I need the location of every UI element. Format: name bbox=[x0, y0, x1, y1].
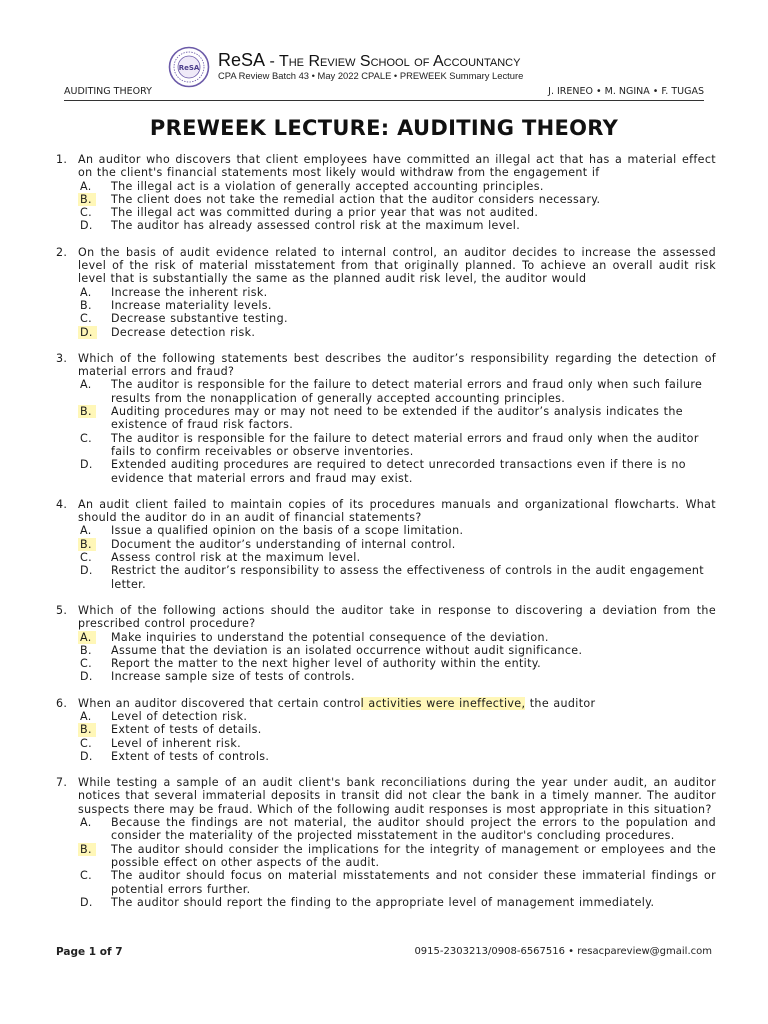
question-number: 1. bbox=[56, 153, 68, 166]
subject-label: AUDITING THEORY bbox=[64, 86, 152, 97]
question-text-end: the auditor bbox=[525, 696, 596, 710]
org-full-name: - The Review School of Accountancy bbox=[265, 53, 521, 70]
question-text: An auditor who discovers that client employees have committed an illegal act that has a material effect on the client's financial statements most likely would withdraw from the engagement if bbox=[78, 153, 716, 180]
option-text: Extent of tests of controls. bbox=[111, 749, 270, 763]
question-4 bbox=[56, 498, 716, 591]
option-text: Level of inherent risk. bbox=[111, 736, 241, 750]
question-text: Which of the following actions should the auditor take in response to discovering a deviation from the prescribed control procedure? bbox=[78, 603, 716, 631]
option-a bbox=[78, 524, 716, 537]
option-text: Make inquiries to understand the potential consequence of the deviation. bbox=[111, 630, 549, 644]
question-number: 4. bbox=[56, 497, 68, 511]
header-divider bbox=[64, 100, 704, 101]
option-letter: D. bbox=[80, 458, 93, 472]
answer-options bbox=[78, 710, 716, 763]
question-text: On the basis of audit evidence related to internal control, an auditor decides to increase the assessed level of the risk of material misstatement from that originally planned. To achieve an overall audit risk level that is substantially the same as the planned audit risk level, the auditor would bbox=[78, 245, 716, 286]
option-c bbox=[78, 206, 716, 219]
option-text: Issue a qualified opinion on the basis of a scope limitation. bbox=[111, 524, 464, 538]
option-c bbox=[78, 312, 716, 325]
option-a bbox=[78, 631, 716, 644]
option-text: The auditor should report the finding to the appropriate level of management immediately. bbox=[111, 895, 655, 909]
option-b bbox=[78, 193, 716, 206]
option-letter: C. bbox=[80, 206, 92, 220]
answer-options bbox=[78, 378, 716, 484]
option-a bbox=[78, 710, 716, 723]
option-letter-highlighted: B. bbox=[78, 843, 96, 856]
option-letter: A. bbox=[80, 179, 92, 193]
option-text: The illegal act is a violation of generally accepted accounting principles. bbox=[111, 179, 544, 193]
option-d bbox=[78, 564, 716, 591]
option-letter: D. bbox=[80, 895, 93, 909]
resa-seal-icon bbox=[168, 46, 210, 88]
option-text: Because the findings are not material, the auditor should project the errors to the population and consider the materiality of the projected misstatement in the auditor's concluding procedures. bbox=[111, 816, 716, 843]
option-b bbox=[78, 299, 716, 312]
option-a bbox=[78, 378, 716, 405]
option-text: Increase sample size of tests of controls. bbox=[111, 670, 355, 684]
answer-options bbox=[78, 524, 716, 590]
option-text: Extent of tests of details. bbox=[111, 723, 262, 737]
question-number: 2. bbox=[56, 245, 68, 259]
option-d bbox=[78, 219, 716, 232]
option-c bbox=[78, 737, 716, 750]
option-c bbox=[78, 551, 716, 564]
option-letter-highlighted: B. bbox=[78, 193, 96, 206]
option-c bbox=[78, 657, 716, 670]
option-letter: D. bbox=[80, 670, 93, 684]
option-letter: C. bbox=[80, 431, 92, 445]
question-number: 5. bbox=[56, 603, 68, 617]
option-b bbox=[78, 405, 716, 432]
organization-name bbox=[218, 50, 520, 71]
option-letter-highlighted: D. bbox=[78, 326, 97, 339]
option-text: The client does not take the remedial action that the auditor considers necessary. bbox=[111, 192, 601, 206]
option-letter: C. bbox=[80, 657, 92, 671]
option-letter-highlighted: B. bbox=[78, 723, 96, 736]
option-text: The auditor should focus on material misstatements and not consider these immaterial findings or potential errors further. bbox=[111, 869, 716, 896]
option-text: Increase the inherent risk. bbox=[111, 285, 268, 299]
option-a bbox=[78, 286, 716, 299]
option-letter-highlighted: A. bbox=[78, 631, 96, 644]
option-text: Extended auditing procedures are required to detect unrecorded transactions even if there is no evidence that material errors and fraud may exist. bbox=[111, 458, 686, 485]
option-letter: A. bbox=[80, 816, 92, 830]
option-letter: A. bbox=[80, 378, 92, 392]
org-prefix: ReSA bbox=[218, 50, 266, 70]
question-list bbox=[56, 153, 716, 922]
option-letter-highlighted: B. bbox=[78, 405, 96, 418]
option-text: Assess control risk at the maximum level. bbox=[111, 551, 361, 565]
question-text-start: When an auditor discovered that certain contro bbox=[78, 696, 361, 710]
option-text: Level of detection risk. bbox=[111, 709, 248, 723]
running-header bbox=[64, 86, 704, 100]
option-letter: A. bbox=[80, 524, 92, 538]
question-5 bbox=[56, 604, 716, 684]
option-b bbox=[78, 843, 716, 870]
answer-options bbox=[78, 631, 716, 684]
option-letter-highlighted: B. bbox=[78, 538, 96, 551]
highlighted-phrase: l activities were ineffective, bbox=[360, 696, 526, 710]
option-text: The auditor is responsible for the failure to detect material errors and fraud only when such failure results from the nonapplication of generally accepted accounting principles. bbox=[111, 378, 703, 405]
question-text: An audit client failed to maintain copies of its procedures manuals and organizational flowcharts. What should the auditor do in an audit of financial statements? bbox=[78, 497, 716, 525]
option-letter: D. bbox=[80, 564, 93, 578]
question-7 bbox=[56, 776, 716, 909]
option-letter: D. bbox=[80, 219, 93, 233]
option-b bbox=[78, 538, 716, 551]
question-text: While testing a sample of an audit client's bank reconciliations during the year under audit, an auditor notices that several immaterial deposits in transit did not clear the bank in a timely manner. The auditor suspects there may be fraud. Which of the following audit responses is most appropriate in this situation? bbox=[78, 776, 716, 816]
option-d bbox=[78, 896, 716, 909]
option-text: The auditor is responsible for the failure to detect material errors and fraud only when the auditor fails to confirm receivables or observe inventories. bbox=[111, 431, 699, 458]
option-text: Restrict the auditor’s responsibility to assess the effectiveness of controls in the audit engagement letter. bbox=[111, 564, 704, 591]
option-c bbox=[78, 869, 716, 896]
option-letter: B. bbox=[80, 643, 92, 657]
option-letter: A. bbox=[80, 709, 92, 723]
option-letter: C. bbox=[80, 551, 92, 565]
batch-subline: CPA Review Batch 43 • May 2022 CPALE • PREWEEK Summary Lecture bbox=[218, 70, 524, 81]
option-text: Decrease substantive testing. bbox=[111, 312, 288, 326]
contact-info: 0915-2303213/0908-6567516 • resacpareview@gmail.com bbox=[414, 946, 712, 957]
option-c bbox=[78, 432, 716, 459]
option-letter: C. bbox=[80, 736, 92, 750]
option-letter: B. bbox=[80, 298, 92, 312]
option-b bbox=[78, 723, 716, 736]
option-text: Assume that the deviation is an isolated occurrence without audit significance. bbox=[111, 643, 583, 657]
option-text: Decrease detection risk. bbox=[111, 325, 256, 339]
option-text: Increase materiality levels. bbox=[111, 298, 272, 312]
option-letter: A. bbox=[80, 285, 92, 299]
option-text: The auditor has already assessed control risk at the maximum level. bbox=[111, 219, 521, 233]
page-number: Page 1 of 7 bbox=[56, 946, 123, 958]
option-d bbox=[78, 458, 716, 485]
option-letter: C. bbox=[80, 312, 92, 326]
option-letter: D. bbox=[80, 749, 93, 763]
option-text: The auditor should consider the implications for the integrity of management or employees and the possible effect on other aspects of the audit. bbox=[111, 842, 716, 869]
answer-options bbox=[78, 286, 716, 339]
option-d bbox=[78, 670, 716, 683]
question-6 bbox=[56, 697, 716, 763]
option-d bbox=[78, 326, 716, 339]
answer-options bbox=[78, 816, 716, 909]
question-number: 6. bbox=[56, 696, 68, 710]
option-text: Auditing procedures may or may not need to be extended if the auditor’s analysis indicates the existence of fraud risk factors. bbox=[111, 405, 683, 432]
question-text bbox=[78, 697, 716, 710]
page-title: PREWEEK LECTURE: AUDITING THEORY bbox=[149, 116, 619, 140]
option-d bbox=[78, 750, 716, 763]
option-letter: C. bbox=[80, 869, 92, 883]
answer-options bbox=[78, 180, 716, 233]
option-text: Document the auditor’s understanding of internal control. bbox=[111, 537, 456, 551]
option-b bbox=[78, 644, 716, 657]
question-1 bbox=[56, 153, 716, 233]
option-text: Report the matter to the next higher level of authority within the entity. bbox=[111, 657, 542, 671]
authors-label: J. IRENEO • M. NGINA • F. TUGAS bbox=[548, 86, 704, 97]
option-a bbox=[78, 180, 716, 193]
question-text: Which of the following statements best describes the auditor’s responsibility regarding the detection of material errors and fraud? bbox=[78, 351, 716, 379]
question-number: 3. bbox=[56, 351, 68, 365]
question-2 bbox=[56, 246, 716, 339]
question-number: 7. bbox=[56, 776, 68, 790]
question-3 bbox=[56, 352, 716, 485]
option-a bbox=[78, 816, 716, 843]
option-text: The illegal act was committed during a prior year that was not audited. bbox=[111, 206, 539, 220]
seal-text: ReSA bbox=[178, 64, 200, 72]
